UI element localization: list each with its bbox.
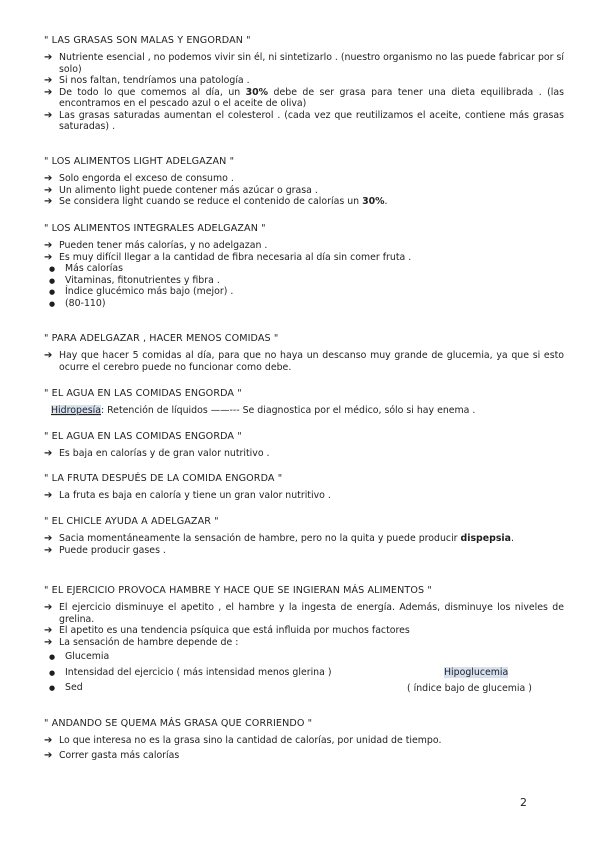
arrow-icon: ➔ (44, 52, 53, 63)
item-text: Sacia momentáneamente la sensación de hambre, pero no la quita y puede producir (59, 533, 461, 544)
arrow-icon: ➔ (44, 533, 53, 544)
bullet-item (44, 651, 564, 663)
list-item (44, 625, 564, 637)
item-text: . (384, 196, 388, 207)
item-text: La fruta es baja en caloría y tiene un gran valor nutritivo . (59, 490, 331, 501)
item-text: Intensidad del ejercicio ( más intensidad menos glerina ) (65, 666, 332, 678)
list-item (44, 490, 564, 502)
list-item (44, 637, 564, 649)
section-agua-2 (44, 430, 564, 460)
list-item (44, 545, 564, 557)
bullet-dot-icon: ● (49, 668, 56, 677)
list-item (44, 602, 564, 625)
bold-value: 30% (245, 86, 269, 98)
section-integrales (44, 222, 564, 309)
item-text: Hay que hacer 5 comidas al día, para que no haya un descanso muy grande de glucemia, ya que si esto ocurre el cerebro puede no funcionar como debe. (59, 350, 564, 373)
section-heading: " ANDANDO SE QUEMA MÁS GRASA QUE CORRIENDO " (44, 718, 313, 729)
section-agua-1 (44, 387, 564, 417)
item-text: Sed (65, 682, 83, 693)
arrow-icon: ➔ (44, 625, 53, 636)
bullet-dot-icon: ● (49, 288, 56, 296)
list-item (44, 185, 564, 197)
item-text: Nutriente esencial , no podemos vivir sin él, ni sintetizarlo . (nuestro organismo no las puede fabricar por sí solo) (59, 52, 564, 75)
section-light (44, 155, 564, 208)
item-text: Si nos faltan, tendríamos una patología . (59, 75, 250, 86)
arrow-icon: ➔ (44, 240, 53, 251)
item-text: Se considera light cuando se reduce el contenido de calorías un (59, 196, 363, 207)
list-item (44, 87, 564, 110)
item-text: Es baja en calorías y de gran valor nutritivo . (59, 448, 270, 459)
item-text: La sensación de hambre depende de : (59, 636, 239, 648)
definition-row (44, 405, 564, 417)
bullet-dot-icon: ● (49, 276, 56, 285)
arrow-icon: ➔ (44, 735, 53, 746)
item-text: De todo lo que comemos al día, un (59, 86, 246, 98)
item-text: Glucemia (65, 651, 110, 662)
arrow-icon: ➔ (44, 196, 53, 207)
list-item (44, 173, 564, 185)
bold-value: 30% (362, 196, 385, 207)
arrow-icon: ➔ (44, 184, 53, 196)
bullet-dot-icon: ● (49, 299, 56, 308)
bullet-item (44, 275, 564, 287)
section-heading: " EL AGUA EN LAS COMIDAS ENGORDA " (44, 431, 242, 442)
arrow-icon: ➔ (44, 173, 53, 184)
bullet-dot-icon: ● (49, 265, 56, 273)
item-text: . (510, 533, 514, 544)
list-item (44, 533, 564, 545)
arrow-icon: ➔ (44, 490, 53, 501)
item-text: Más calorías (65, 263, 124, 274)
arrow-icon: ➔ (44, 636, 53, 648)
section-heading: " LOS ALIMENTOS LIGHT ADELGAZAN " (44, 156, 235, 167)
section-menos-comidas (44, 332, 564, 373)
item-text: : Retención de líquidos ——--- Se diagnostica por el médico, sólo si hay enema . (100, 405, 476, 416)
item-text: El apetito es una tendencia psíquica que está influida por muchos factores (59, 625, 410, 636)
arrow-icon: ➔ (44, 251, 53, 263)
list-item (44, 750, 564, 762)
arrow-icon: ➔ (44, 350, 53, 361)
item-text: debe de ser grasa para tener una dieta equilibrada . (las encontramos en el pescado azul o el aceite de oliva) (59, 86, 565, 109)
section-chicle (44, 515, 564, 556)
list-item (44, 350, 564, 373)
list-item (44, 75, 564, 87)
section-heading: " EL EJERCICIO PROVOCA HAMBRE Y HACE QUE SE INGIERAN MÁS ALIMENTOS " (44, 585, 432, 596)
item-text: Correr gasta más calorías (59, 749, 180, 761)
bullet-item (44, 263, 564, 275)
item-text: El ejercicio disminuye el apetito , el hambre y la ingesta de energía. Además, disminuye los niveles de grelina. (59, 602, 564, 625)
bullet-dot-icon: ● (49, 653, 56, 661)
section-heading: " LAS GRASAS SON MALAS Y ENGORDAN " (44, 35, 251, 46)
page-number: 2 (520, 796, 527, 809)
arrow-icon: ➔ (44, 602, 53, 613)
list-item (44, 196, 564, 208)
highlighted-term: Hidropesía (51, 405, 101, 416)
section-ejercicio (44, 584, 564, 694)
item-text: Un alimento light puede contener más azúcar o grasa . (59, 184, 318, 196)
list-item (44, 240, 564, 252)
item-text: Pueden tener más calorías, y no adelgazan . (59, 240, 268, 251)
list-item (44, 448, 564, 460)
bullet-item (44, 682, 564, 694)
list-item (44, 735, 564, 747)
section-heading: " LOS ALIMENTOS INTEGRALES ADELGAZAN " (44, 223, 266, 234)
item-text: Las grasas saturadas aumentan el colesterol . (cada vez que reutilizamos el aceite, contiene más grasas saturadas) . (59, 109, 564, 132)
item-text: Lo que interesa no es la grasa sino la cantidad de calorías, por unidad de tiempo. (59, 735, 442, 746)
list-item (44, 110, 564, 133)
section-heading: " EL AGUA EN LAS COMIDAS ENGORDA " (44, 388, 242, 399)
section-heading: " EL CHICLE AYUDA A ADELGAZAR " (44, 516, 219, 527)
arrow-icon: ➔ (44, 75, 53, 86)
bullet-dot-icon: ● (49, 684, 56, 692)
item-text: (80-110) (65, 297, 106, 309)
highlighted-term: Hipoglucemia (444, 666, 509, 678)
arrow-icon: ➔ (44, 544, 53, 556)
bullet-item (44, 667, 564, 679)
section-heading: " PARA ADELGAZAR , HACER MENOS COMIDAS " (44, 333, 279, 344)
item-text: Es muy difícil llegar a la cantidad de fibra necesaria al día sin comer fruta . (59, 251, 412, 263)
item-text: Índice glucémico más bajo (mejor) . (65, 286, 234, 297)
arrow-icon: ➔ (44, 109, 53, 121)
section-andando (44, 717, 564, 761)
arrow-icon: ➔ (44, 448, 53, 459)
section-grasas (44, 34, 564, 133)
arrow-icon: ➔ (44, 86, 53, 98)
arrow-icon: ➔ (44, 749, 53, 761)
side-note: ( índice bajo de glucemia ) (407, 683, 532, 694)
bold-term: dispepsia (460, 533, 511, 544)
list-item (44, 252, 564, 264)
item-text: Puede producir gases . (59, 544, 166, 556)
bullet-item (44, 286, 564, 298)
section-fruta (44, 472, 564, 502)
item-text: Vitaminas, fitonutrientes y fibra . (65, 274, 220, 286)
list-item (44, 52, 564, 75)
item-text: Solo engorda el exceso de consumo . (59, 173, 234, 184)
section-heading: " LA FRUTA DESPUÉS DE LA COMIDA ENGORDA " (44, 473, 283, 484)
bullet-item (44, 298, 564, 310)
